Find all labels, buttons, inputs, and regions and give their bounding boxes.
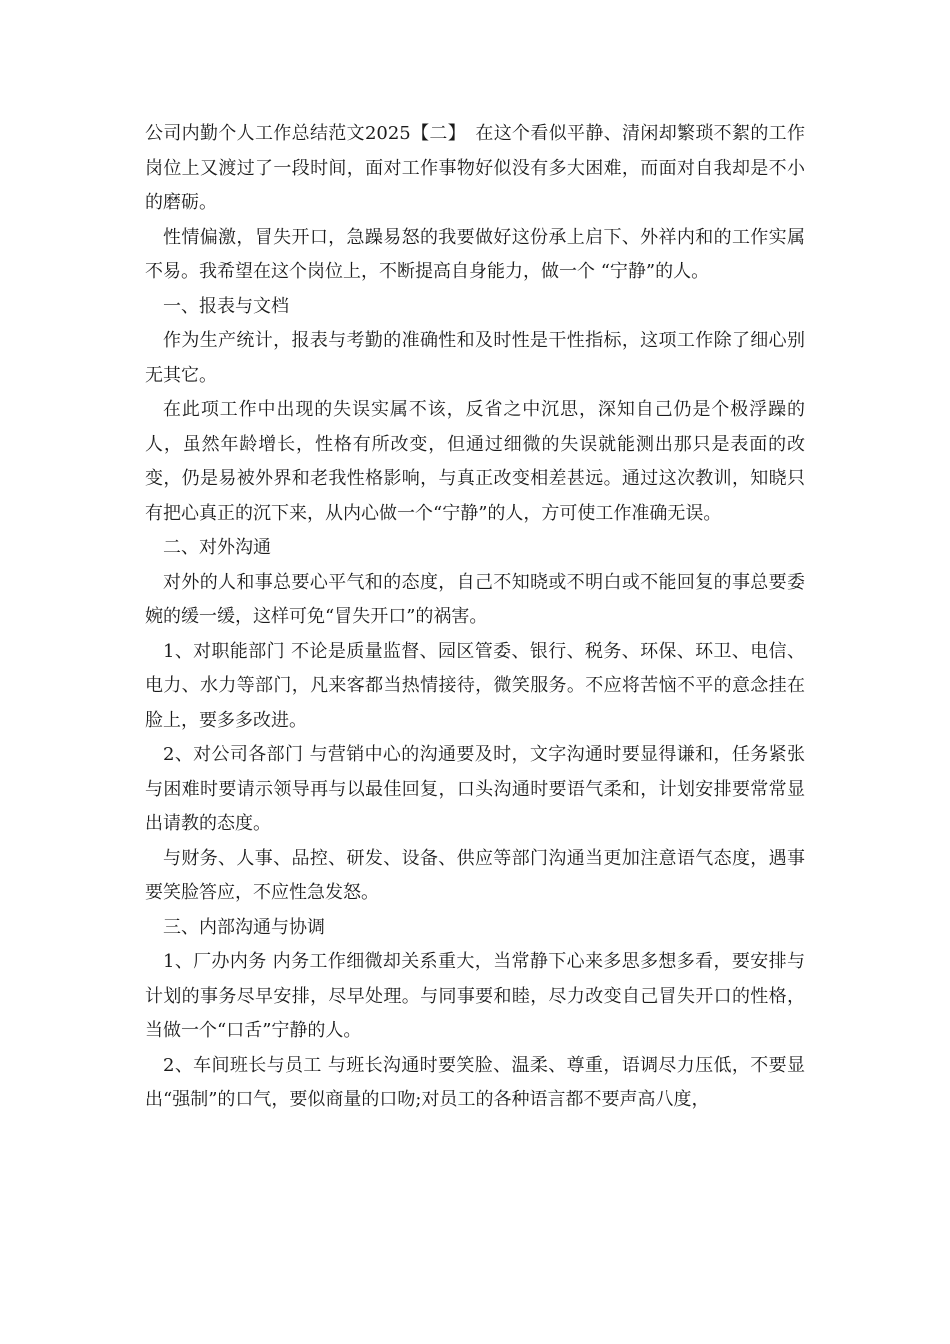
body-paragraph: 2、对公司各部门 与营销中心的沟通要及时，文字沟通时要显得谦和，任务紧张与困难时要请示领导再与以最佳回复，口头沟通时要语气柔和，计划安排要常常显出请教的态度。 <box>145 744 805 834</box>
body-paragraph: 在此项工作中出现的失误实属不该，反省之中沉思，深知自己仍是个极浮躁的人，虽然年龄增长，性格有所改变，但通过细微的失误就能测出那只是表面的改变，仍是易被外界和老我性格影响，与真正改变相差甚远。通过这次教训，知晓只有把心真正的沉下来，从内心做一个“宁静”的人，方可使工作准确无误。 <box>145 399 805 524</box>
body-paragraph: 2、车间班长与员工 与班长沟通时要笑脸、温柔、尊重，语调尽力压低，不要显出“强制”的口气，要似商量的口吻;对员工的各种语言都不要声高八度， <box>145 1054 805 1110</box>
body-paragraph: 与财务、人事、品控、研发、设备、供应等部门沟通当更加注意语气态度，遇事要笑脸答应，不应性急发怒。 <box>145 847 805 903</box>
body-paragraph: 作为生产统计，报表与考勤的准确性和及时性是干性指标，这项工作除了细心别无其它。 <box>145 330 805 386</box>
body-paragraph: 1、对职能部门 不论是质量监督、园区管委、银行、税务、环保、环卫、电信、电力、水力等部门，凡来客都当热情接待，微笑服务。不应将苦恼不平的意念挂在脸上，要多多改进。 <box>145 640 805 731</box>
section-heading: 三、内部沟通与协调 <box>163 916 325 938</box>
section-heading: 二、对外沟通 <box>163 537 271 558</box>
document-body <box>145 117 805 1118</box>
section-heading: 一、报表与文档 <box>163 295 289 317</box>
body-paragraph: 性情偏激，冒失开口，急躁易怒的我要做好这份承上启下、外祥内和的工作实属不易。我希望在这个岗位上，不断提高自身能力，做一个 “宁静”的人。 <box>145 226 805 282</box>
body-paragraph: 1、厂办内务 内务工作细微却关系重大，当常静下心来多思多想多看，要安排与计划的事务尽早安排，尽早处理。与同事要和睦，尽力改变自己冒失开口的性格，当做一个“口舌”宁静的人。 <box>145 951 805 1041</box>
intro-paragraph: 公司内勤个人工作总结范文2025【二】 在这个看似平静、清闲却繁琐不絮的工作岗位上又渡过了一段时间，面对工作事物好似没有多大困难，而面对自我却是不小的磨砺。 <box>145 123 805 213</box>
body-paragraph: 对外的人和事总要心平气和的态度，自己不知晓或不明白或不能回复的事总要委婉的缓一缓，这样可免“冒失开口”的祸害。 <box>145 571 805 627</box>
